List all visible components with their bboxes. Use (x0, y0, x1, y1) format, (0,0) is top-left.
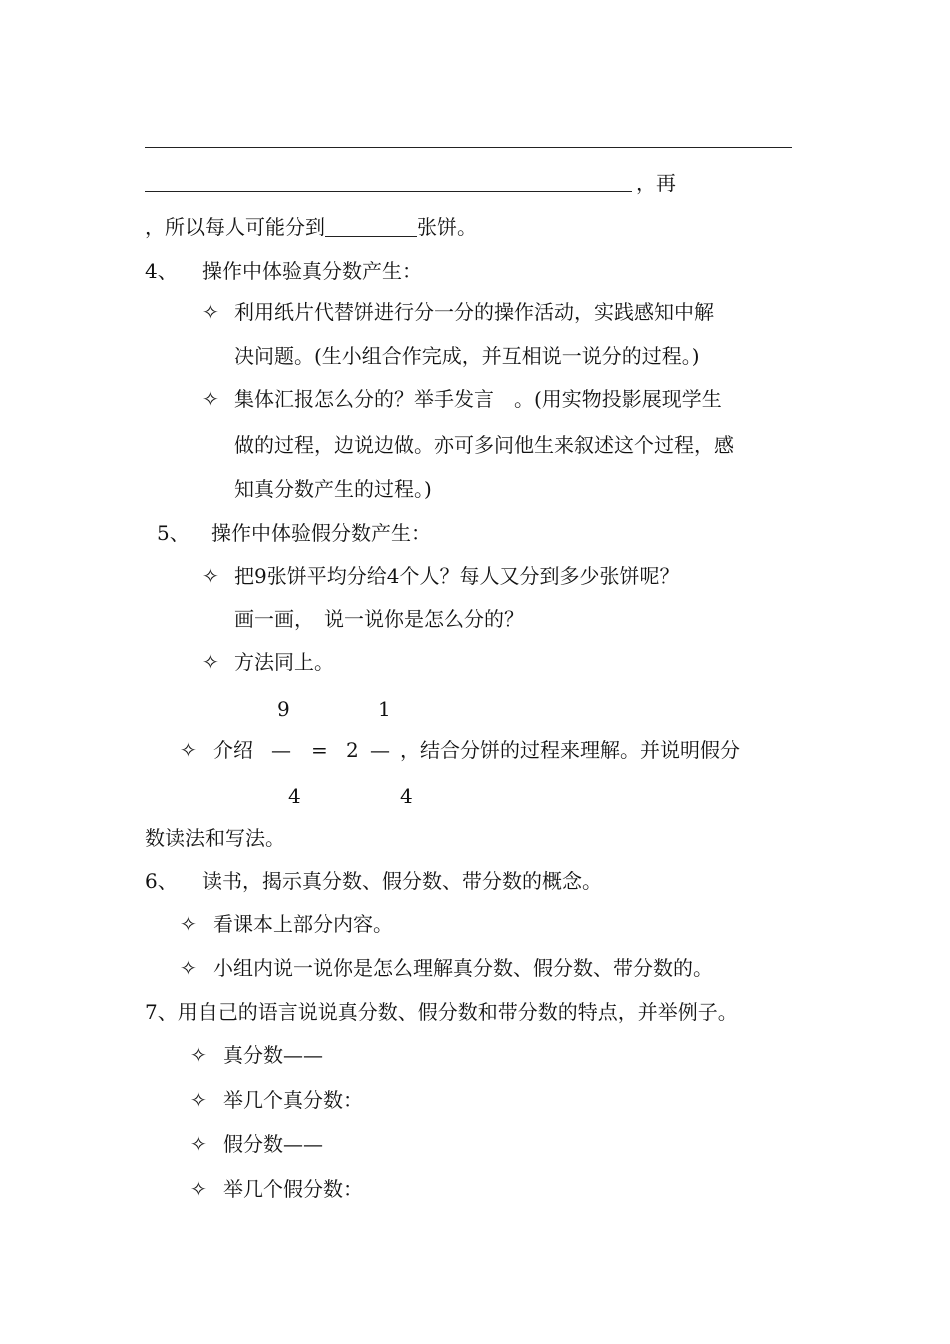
bullet-icon: ✧ (180, 956, 197, 980)
s5-continuation: 数读法和写法。 (145, 826, 285, 850)
fraction2-denominator: 4 (400, 784, 413, 808)
bullet-icon: ✧ (190, 1177, 207, 1201)
fraction1-numerator: 9 (277, 697, 290, 721)
s4-bullet2-line2: 做的过程，边说边做。亦可多问他生来叙述这个过程，感 (234, 433, 734, 457)
bullet-icon: ✧ (190, 1043, 207, 1067)
answer-line-2 (145, 191, 632, 192)
fraction1-bar: — (271, 738, 291, 762)
s7-bullet3: 假分数—— (223, 1132, 323, 1156)
line3-suffix: 张饼。 (417, 215, 477, 239)
section-4-number: 4、 (145, 259, 178, 283)
bullet-icon: ✧ (180, 738, 197, 762)
whole-number: 2 (346, 738, 359, 762)
fraction2-numerator: 1 (378, 697, 391, 721)
bullet-icon: ✧ (190, 1132, 207, 1156)
bullet-icon: ✧ (202, 387, 219, 411)
bullet-icon: ✧ (202, 564, 219, 588)
bullet-icon: ✧ (190, 1088, 207, 1112)
s5-bullet1-line2: 画一画， 说一说你是怎么分的？ (234, 607, 524, 631)
s4-bullet1-line2: 决问题。(生小组合作完成，并互相说一说分的过程。) (234, 344, 700, 368)
section-5-number: 5、 (157, 521, 190, 545)
intro-label: 介绍 (213, 738, 253, 762)
s6-bullet2: 小组内说一说你是怎么理解真分数、假分数、带分数的。 (213, 956, 713, 980)
answer-line-1 (145, 147, 792, 148)
s7-bullet4: 举几个假分数： (223, 1177, 363, 1201)
fraction1-denominator: 4 (288, 784, 301, 808)
s4-bullet2-line1: 集体汇报怎么分的？举手发言 。(用实物投影展现学生 (234, 387, 722, 411)
s4-bullet1-line1: 利用纸片代替饼进行分一分的操作活动，实践感知中解 (234, 300, 714, 324)
s7-bullet1: 真分数—— (223, 1043, 323, 1067)
bullet-icon: ✧ (202, 300, 219, 324)
s5-bullet2: 方法同上。 (234, 650, 334, 674)
intro-rest: ，结合分饼的过程来理解。并说明假分 (400, 738, 740, 762)
fill-in-blank (325, 216, 417, 237)
section-7-title: 7、用自己的语言说说真分数、假分数和带分数的特点，并举例子。 (145, 1000, 738, 1024)
section-5-title: 操作中体验假分数产生： (211, 521, 431, 545)
bullet-icon: ✧ (180, 912, 197, 936)
line2-suffix: ，再 (636, 171, 676, 195)
s5-bullet1-line1: 把9张饼平均分给4个人？每人又分到多少张饼呢？ (234, 564, 680, 588)
section-6-number: 6、 (145, 869, 178, 893)
s6-bullet1: 看课本上部分内容。 (213, 912, 393, 936)
s7-bullet2: 举几个真分数： (223, 1088, 363, 1112)
bullet-icon: ✧ (202, 650, 219, 674)
line3-prefix: ，所以每人可能分到 (145, 215, 325, 239)
s4-bullet2-line3: 知真分数产生的过程。) (234, 477, 432, 501)
section-6-title: 读书，揭示真分数、假分数、带分数的概念。 (202, 869, 602, 893)
section-4-title: 操作中体验真分数产生： (202, 259, 422, 283)
fraction2-bar: — (370, 738, 390, 762)
line3 (145, 215, 477, 239)
equals-sign: = (311, 738, 328, 762)
